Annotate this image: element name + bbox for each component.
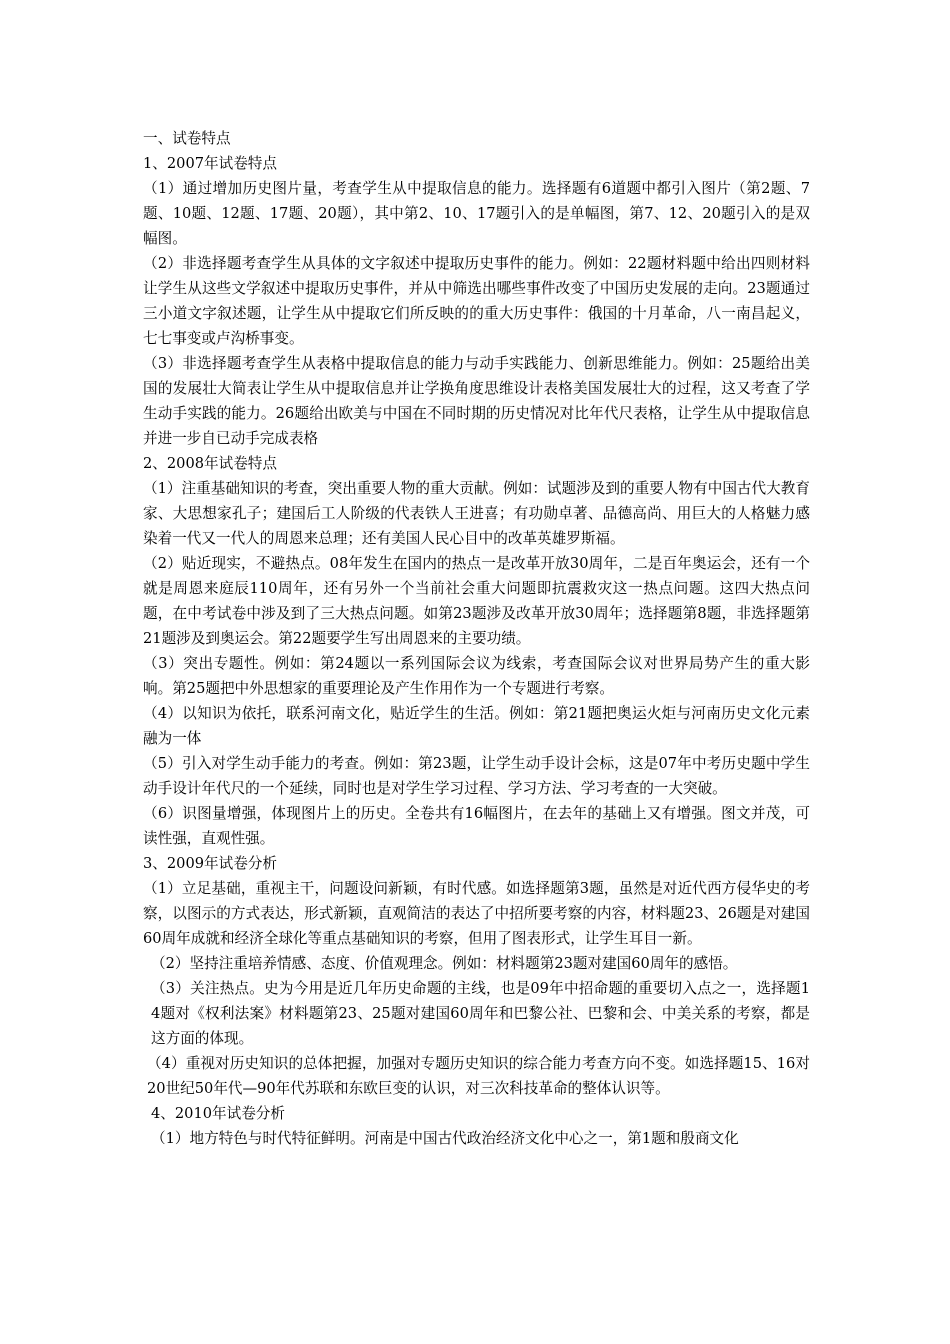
paragraph-2010-1: （1）地方特色与时代特征鲜明。河南是中国古代政治经济文化中心之一，第1题和殷商文化: [151, 1130, 739, 1147]
subsection-heading-2009: 3、2009年试卷分析: [143, 855, 277, 872]
subsection-heading-2008: 2、2008年试卷特点: [143, 455, 277, 472]
paragraph-2007-2: （2）非选择题考查学生从具体的文字叙述中提取历史事件的能力。例如：22题材料题中给出四则材料让学生从这些文学叙述中提取历史事件，并从中筛选出哪些事件改变了中国历史发展的走向。23题通过三小道文字叙述题，让学生从中提取它们所反映的的重大历史事件：俄国的十月革命，八一南昌起义，七七事变或卢沟桥事变。: [143, 255, 810, 347]
paragraph-2009-4: （4）重视对历史知识的总体把握，加强对专题历史知识的综合能力考查方向不变。如选择题15、16对20世纪50年代—90年代苏联和东欧巨变的认识，对三次科技革命的整体认识等。: [147, 1055, 810, 1097]
document-page: [143, 126, 810, 1151]
paragraph-2007-3: （3）非选择题考查学生从表格中提取信息的能力与动手实践能力、创新思维能力。例如：25题给出美国的发展壮大简表让学生从中提取信息并让学换角度思维设计表格美国发展壮大的过程，这又考查了学生动手实践的能力。26题给出欧美与中国在不同时期的历史情况对比年代尺表格，让学生从中提取信息并进一步自已动手完成表格: [143, 355, 810, 447]
paragraph-2008-4: （4）以知识为依托，联系河南文化，贴近学生的生活。例如：第21题把奥运火炬与河南历史文化元素融为一体: [143, 705, 810, 747]
paragraph-2008-1: （1）注重基础知识的考查，突出重要人物的重大贡献。例如：试题涉及到的重要人物有中国古代大教育家、大思想家孔子；建国后工人阶级的代表铁人王进喜；有功勋卓著、品德高尚、用巨大的人格魅力感染着一代又一代人的周恩来总理；还有美国人民心目中的改革英雄罗斯福。: [143, 480, 810, 547]
paragraph-2009-3: （3）关注热点。史为今用是近几年历史命题的主线，也是09年中招命题的重要切入点之一，选择题14题对《权利法案》材料题第23、25题对建国60周年和巴黎公社、巴黎和会、中美关系的考察，都是这方面的体现。: [151, 980, 810, 1047]
paragraph-2009-2: （2）坚持注重培养情感、态度、价值观理念。例如：材料题第23题对建国60周年的感悟。: [151, 955, 738, 972]
subsection-heading-2007: 1、2007年试卷特点: [143, 155, 277, 172]
paragraph-2008-3: （3）突出专题性。例如：第24题以一系列国际会议为线索，考查国际会议对世界局势产生的重大影响。第25题把中外思想家的重要理论及产生作用作为一个专题进行考察。: [143, 655, 810, 697]
paragraph-2009-1: （1）立足基础，重视主干，问题设问新颖，有时代感。如选择题第3题，虽然是对近代西方侵华史的考察，以图示的方式表达，形式新颖，直观简洁的表达了中招所要考察的内容，材料题23、26题是对建国60周年成就和经济全球化等重点基础知识的考察，但用了图表形式，让学生耳目一新。: [143, 880, 810, 947]
paragraph-2008-6: （6）识图量增强，体现图片上的历史。全卷共有16幅图片，在去年的基础上又有增强。图文并茂，可读性强，直观性强。: [143, 805, 810, 847]
paragraph-2008-2: （2）贴近现实，不避热点。08年发生在国内的热点一是改革开放30周年，二是百年奥运会，还有一个就是周恩来庭辰110周年，还有另外一个当前社会重大问题即抗震救灾这一热点问题。这四大热点问题，在中考试卷中涉及到了三大热点问题。如第23题涉及改革开放30周年；选择题第8题，非选择题第21题涉及到奥运会。第22题要学生写出周恩来的主要功绩。: [143, 555, 810, 647]
paragraph-2008-5: （5）引入对学生动手能力的考查。例如：第23题，让学生动手设计会标，这是07年中考历史题中学生动手设计年代尺的一个延续，同时也是对学生学习过程、学习方法、学习考查的一大突破。: [143, 755, 810, 797]
section-heading: 一、试卷特点: [143, 130, 231, 147]
paragraph-2007-1: （1）通过增加历史图片量，考查学生从中提取信息的能力。选择题有6道题中都引入图片（第2题、7题、10题、12题、17题、20题），其中第2、10、17题引入的是单幅图，第7、12、20题引入的是双幅图。: [143, 180, 810, 247]
subsection-heading-2010: 4、2010年试卷分析: [151, 1105, 285, 1122]
